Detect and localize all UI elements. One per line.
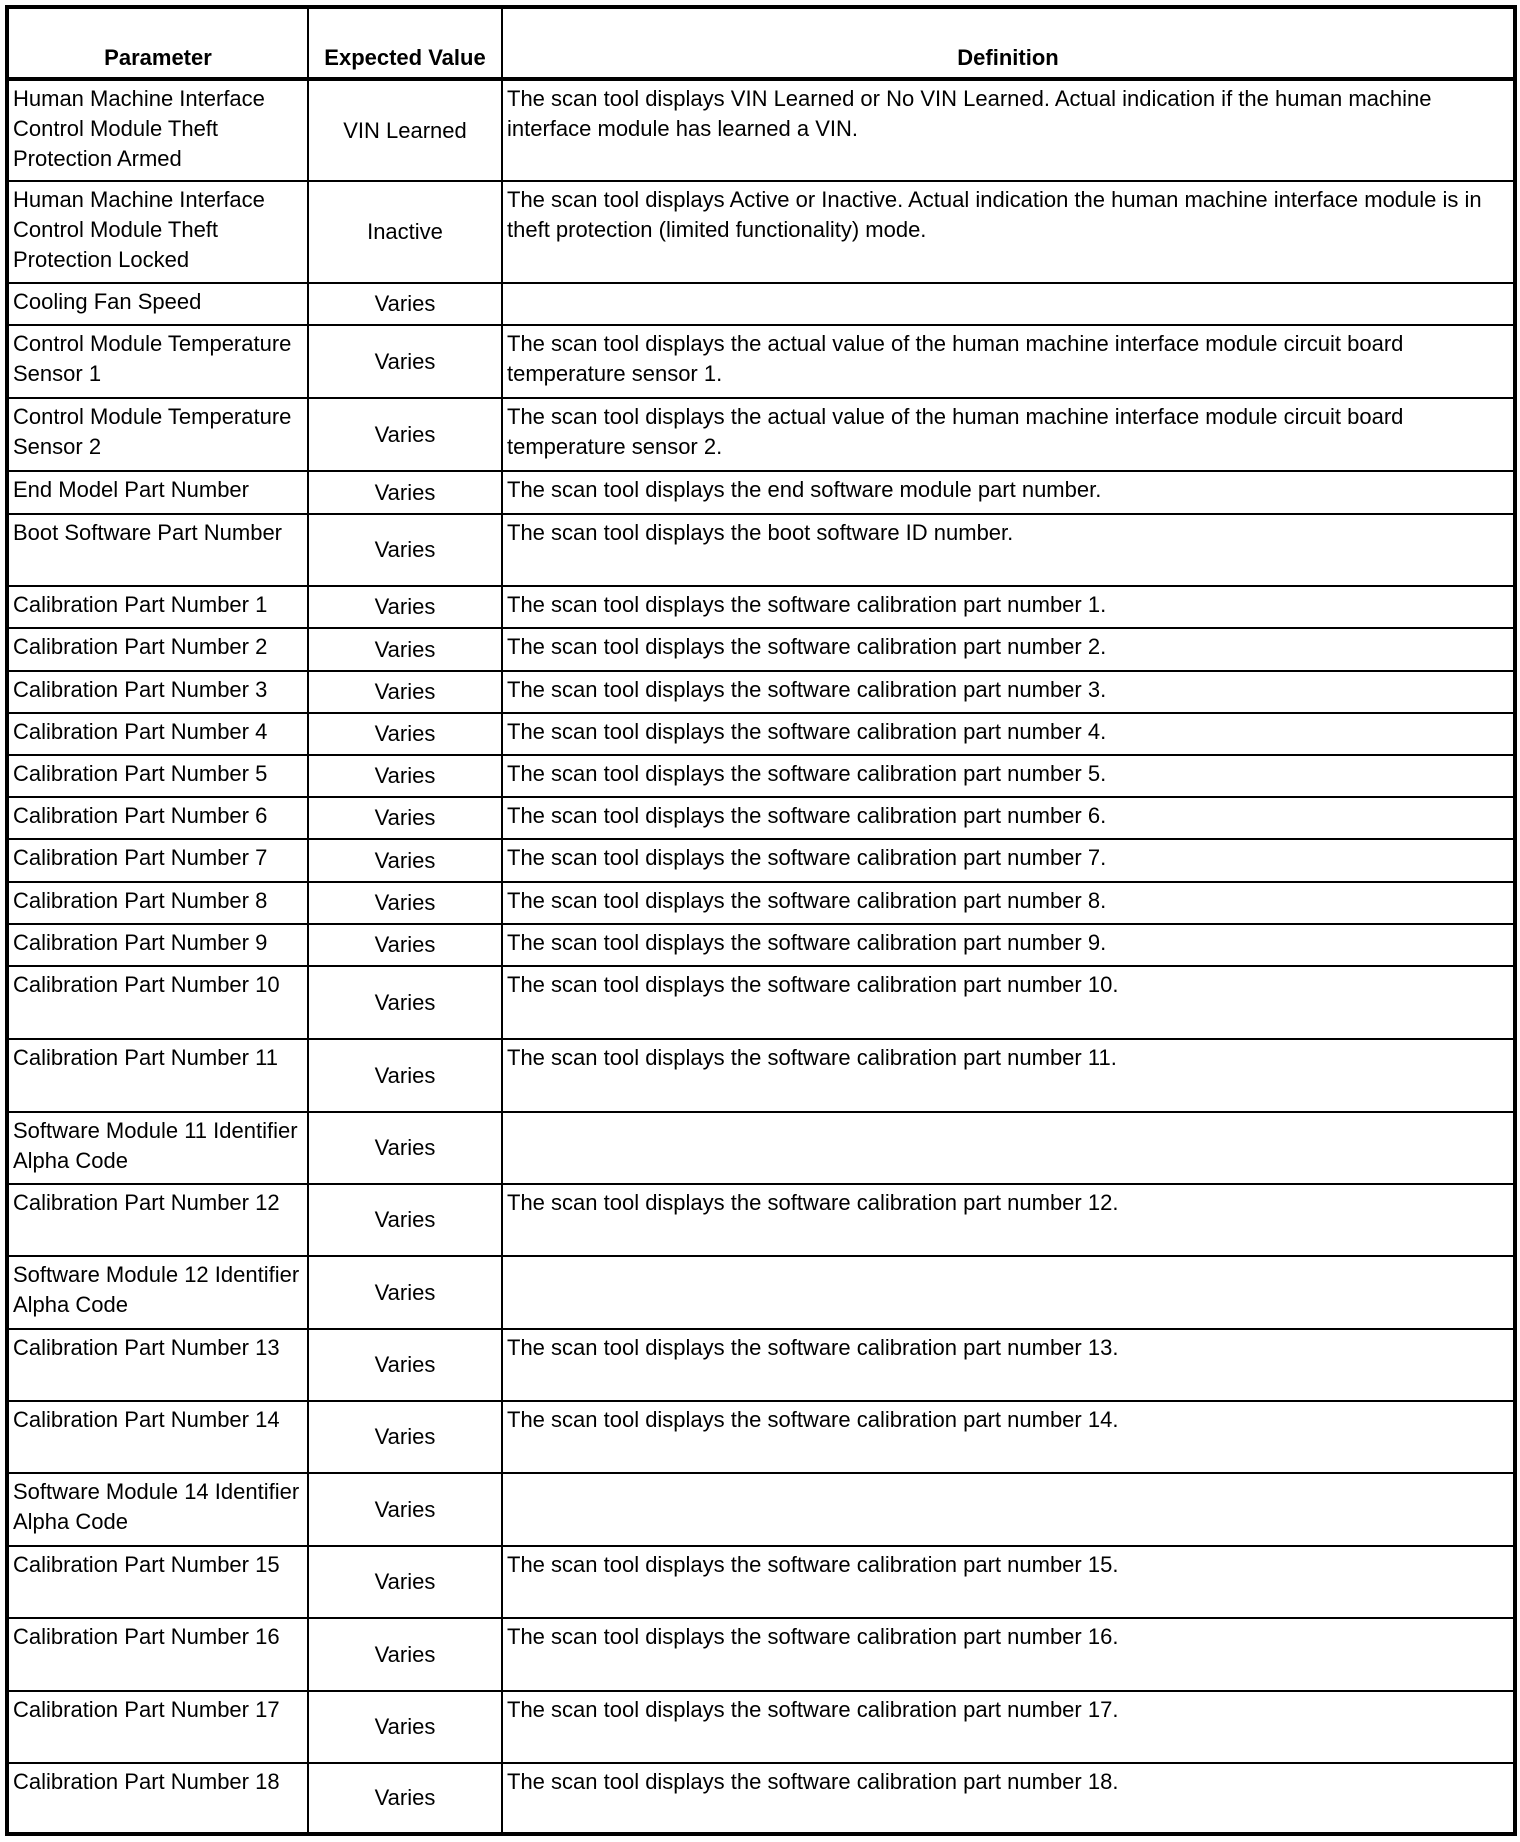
expected-value-cell: Varies [308, 924, 502, 966]
table-row [7, 1691, 1515, 1763]
expected-value-cell: VIN Learned [308, 79, 502, 181]
definition-cell: The scan tool displays the end software module part number. [502, 471, 1515, 514]
expected-value-cell: Varies [308, 839, 502, 882]
table-row [7, 586, 1515, 628]
table-row [7, 398, 1515, 471]
expected-value-cell: Varies [308, 1546, 502, 1618]
definition-cell: The scan tool displays the software calibration part number 1. [502, 586, 1515, 628]
table-row [7, 713, 1515, 755]
definition-cell: The scan tool displays the actual value of the human machine interface module circuit board temperature sensor 2. [502, 398, 1515, 471]
expected-value-cell: Varies [308, 628, 502, 671]
expected-value-cell: Varies [308, 1691, 502, 1763]
parameter-cell: Calibration Part Number 4 [7, 713, 308, 755]
parameter-cell: Calibration Part Number 5 [7, 755, 308, 797]
parameter-cell: Calibration Part Number 6 [7, 797, 308, 839]
table-row [7, 1256, 1515, 1329]
definition-cell: The scan tool displays the software calibration part number 15. [502, 1546, 1515, 1618]
definition-cell [502, 1256, 1515, 1329]
table-row [7, 1763, 1515, 1834]
expected-value-cell: Varies [308, 283, 502, 325]
definition-cell: The scan tool displays the software calibration part number 2. [502, 628, 1515, 671]
expected-value-cell: Varies [308, 1618, 502, 1691]
header-parameter: Parameter [7, 7, 308, 79]
expected-value-cell: Varies [308, 882, 502, 924]
parameter-cell: Calibration Part Number 2 [7, 628, 308, 671]
definition-cell: The scan tool displays the software calibration part number 6. [502, 797, 1515, 839]
parameter-cell: Calibration Part Number 7 [7, 839, 308, 882]
definition-cell: The scan tool displays the software calibration part number 17. [502, 1691, 1515, 1763]
definition-cell: The scan tool displays the software calibration part number 9. [502, 924, 1515, 966]
table-row [7, 325, 1515, 398]
table-row [7, 1112, 1515, 1184]
parameter-cell: Calibration Part Number 13 [7, 1329, 308, 1401]
parameter-cell: Calibration Part Number 9 [7, 924, 308, 966]
definition-cell: The scan tool displays the software calibration part number 10. [502, 966, 1515, 1039]
expected-value-cell: Varies [308, 797, 502, 839]
parameter-cell: Calibration Part Number 17 [7, 1691, 308, 1763]
expected-value-cell: Varies [308, 325, 502, 398]
definition-cell: The scan tool displays the software calibration part number 11. [502, 1039, 1515, 1112]
table-row [7, 671, 1515, 713]
expected-value-cell: Varies [308, 1039, 502, 1112]
expected-value-cell: Varies [308, 1184, 502, 1256]
table-row [7, 797, 1515, 839]
parameter-cell: Cooling Fan Speed [7, 283, 308, 325]
table-row [7, 1618, 1515, 1691]
table-body [7, 79, 1515, 1834]
expected-value-cell: Varies [308, 755, 502, 797]
definition-cell: The scan tool displays the boot software ID number. [502, 514, 1515, 586]
definition-cell: The scan tool displays the software calibration part number 4. [502, 713, 1515, 755]
table-row [7, 924, 1515, 966]
parameter-cell: Software Module 14 Identifier Alpha Code [7, 1473, 308, 1546]
definition-cell: The scan tool displays the software calibration part number 12. [502, 1184, 1515, 1256]
expected-value-cell: Varies [308, 966, 502, 1039]
parameter-cell: Calibration Part Number 14 [7, 1401, 308, 1473]
parameter-cell: Boot Software Part Number [7, 514, 308, 586]
parameter-cell: Calibration Part Number 3 [7, 671, 308, 713]
table-row [7, 1401, 1515, 1473]
table-row [7, 1039, 1515, 1112]
definition-cell: The scan tool displays the software calibration part number 8. [502, 882, 1515, 924]
header-expected-value: Expected Value [308, 7, 502, 79]
definition-cell: The scan tool displays the software calibration part number 13. [502, 1329, 1515, 1401]
parameter-cell: Calibration Part Number 10 [7, 966, 308, 1039]
parameter-table [5, 5, 1517, 1836]
expected-value-cell: Varies [308, 471, 502, 514]
table-row [7, 839, 1515, 882]
parameter-cell: Calibration Part Number 1 [7, 586, 308, 628]
definition-cell [502, 1112, 1515, 1184]
definition-cell [502, 1473, 1515, 1546]
table-row [7, 755, 1515, 797]
expected-value-cell: Varies [308, 1256, 502, 1329]
table-row [7, 882, 1515, 924]
definition-cell: The scan tool displays Active or Inactive. Actual indication the human machine interface module is in theft protection (limited functionality) mode. [502, 181, 1515, 283]
parameter-cell: Human Machine Interface Control Module Theft Protection Locked [7, 181, 308, 283]
definition-cell: The scan tool displays the software calibration part number 5. [502, 755, 1515, 797]
parameter-cell: Calibration Part Number 16 [7, 1618, 308, 1691]
expected-value-cell: Inactive [308, 181, 502, 283]
expected-value-cell: Varies [308, 713, 502, 755]
table-row [7, 628, 1515, 671]
parameter-cell: Control Module Temperature Sensor 1 [7, 325, 308, 398]
table-row [7, 514, 1515, 586]
parameter-cell: Human Machine Interface Control Module Theft Protection Armed [7, 79, 308, 181]
definition-cell: The scan tool displays the software calibration part number 3. [502, 671, 1515, 713]
expected-value-cell: Varies [308, 1763, 502, 1834]
table-row [7, 79, 1515, 181]
expected-value-cell: Varies [308, 1473, 502, 1546]
table-row [7, 1546, 1515, 1618]
parameter-cell: Control Module Temperature Sensor 2 [7, 398, 308, 471]
definition-cell: The scan tool displays the software calibration part number 14. [502, 1401, 1515, 1473]
parameter-cell: Calibration Part Number 18 [7, 1763, 308, 1834]
table-row [7, 1184, 1515, 1256]
parameter-cell: Software Module 12 Identifier Alpha Code [7, 1256, 308, 1329]
parameter-cell: End Model Part Number [7, 471, 308, 514]
expected-value-cell: Varies [308, 1401, 502, 1473]
header-row [7, 7, 1515, 79]
table-row [7, 283, 1515, 325]
expected-value-cell: Varies [308, 398, 502, 471]
definition-cell [502, 283, 1515, 325]
definition-cell: The scan tool displays VIN Learned or No VIN Learned. Actual indication if the human machine interface module has learned a VIN. [502, 79, 1515, 181]
expected-value-cell: Varies [308, 1329, 502, 1401]
parameter-cell: Calibration Part Number 8 [7, 882, 308, 924]
definition-cell: The scan tool displays the software calibration part number 18. [502, 1763, 1515, 1834]
definition-cell: The scan tool displays the software calibration part number 7. [502, 839, 1515, 882]
expected-value-cell: Varies [308, 514, 502, 586]
parameter-cell: Calibration Part Number 11 [7, 1039, 308, 1112]
table-row [7, 966, 1515, 1039]
table-row [7, 1329, 1515, 1401]
expected-value-cell: Varies [308, 671, 502, 713]
definition-cell: The scan tool displays the software calibration part number 16. [502, 1618, 1515, 1691]
definition-cell: The scan tool displays the actual value of the human machine interface module circuit board temperature sensor 1. [502, 325, 1515, 398]
table-row [7, 1473, 1515, 1546]
parameter-cell: Software Module 11 Identifier Alpha Code [7, 1112, 308, 1184]
table-row [7, 471, 1515, 514]
table-row [7, 181, 1515, 283]
parameter-cell: Calibration Part Number 15 [7, 1546, 308, 1618]
header-definition: Definition [502, 7, 1515, 79]
parameter-cell: Calibration Part Number 12 [7, 1184, 308, 1256]
expected-value-cell: Varies [308, 586, 502, 628]
expected-value-cell: Varies [308, 1112, 502, 1184]
